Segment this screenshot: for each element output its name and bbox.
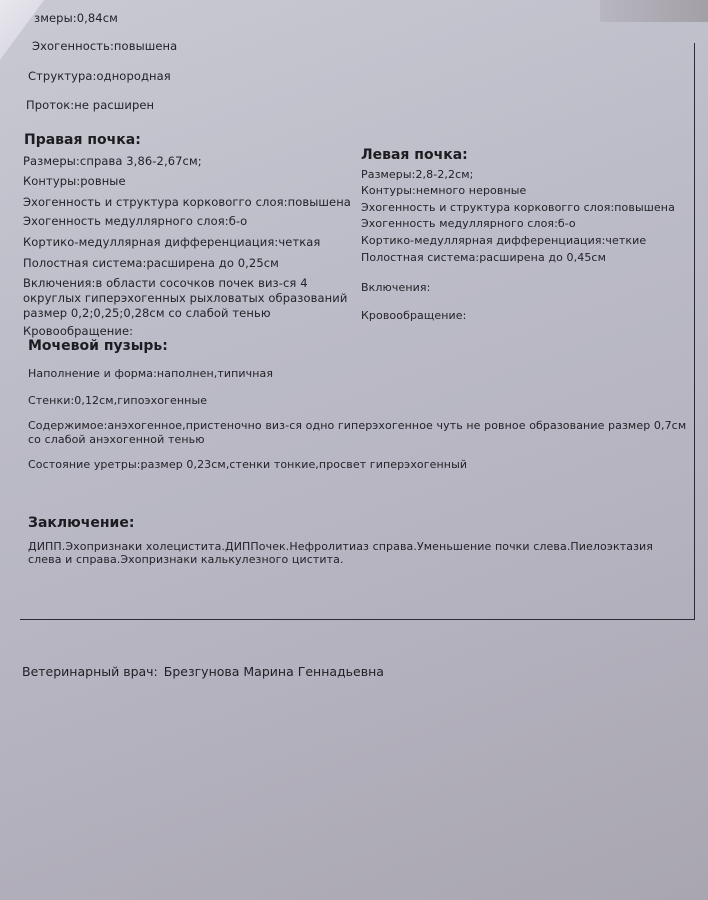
top-structure: Структура:однородная — [28, 69, 171, 83]
doctor-name: Брезгунова Марина Геннадьевна — [163, 664, 384, 679]
right-kidney-differentiation: Кортико-медуллярная дифференциация:четкая — [23, 235, 321, 249]
bladder-walls: Стенки:0,12см,гипоэхогенные — [28, 394, 208, 407]
conclusion-title: Заключение: — [28, 515, 135, 531]
left-kidney-blood: Кровообращение: — [361, 309, 467, 322]
left-kidney-cavity: Полостная система:расширена до 0,45см — [361, 251, 606, 264]
right-kidney-medulla: Эхогенность медуллярного слоя:б-о — [23, 214, 248, 228]
bladder-fill: Наполнение и форма:наполнен,типичная — [28, 367, 274, 380]
signature-line — [22, 664, 384, 679]
left-kidney-cortex: Эхогенность и структура корковогго слоя:повышена — [361, 201, 675, 214]
right-kidney-cavity: Полостная система:расширена до 0,25см — [23, 256, 279, 270]
top-size: змеры:0,84см — [34, 11, 118, 25]
conclusion-line-1: ДИПП.Эхопризнаки холецистита.ДИППочек.Нефролитиаз справа.Уменьшение почки слева.Пиелоэктазия — [28, 540, 654, 553]
right-kidney-inclusions-1: Включения:в области сосочков почек виз-ся 4 — [23, 276, 308, 290]
right-kidney-size: Размеры:справа 3,86-2,67см; — [23, 154, 202, 168]
top-duct: Проток:не расширен — [26, 98, 155, 112]
right-kidney-cortex: Эхогенность и структура корковогго слоя:повышена — [23, 195, 351, 209]
bladder-content-1: Содержимое:анэхогенное,пристеночно виз-ся одно гиперэхогенное чуть не ровное образование размер 0,7см — [28, 419, 687, 432]
bladder-content-2: со слабой анэхогенной тенью — [28, 433, 205, 446]
right-kidney-blood: Кровообращение: — [23, 324, 134, 338]
conclusion-line-2: слева и справа.Эхопризнаки калькулезного цистита. — [28, 553, 344, 566]
left-kidney-inclusions: Включения: — [361, 281, 431, 294]
bladder-urethra: Состояние уретры:размер 0,23см,стенки тонкие,просвет гиперэхогенный — [28, 458, 468, 471]
left-kidney-contours: Контуры:немного неровные — [361, 184, 527, 197]
background-strip — [600, 0, 708, 22]
signature-label: Ветеринарный врач: — [22, 664, 158, 679]
right-kidney-inclusions-3: размер 0,2;0,25;0,28см со слабой тенью — [23, 306, 271, 320]
left-kidney-medulla: Эхогенность медуллярного слоя:б-о — [361, 217, 576, 230]
left-kidney-size: Размеры:2,8-2,2см; — [361, 168, 474, 181]
right-kidney-contours: Контуры:ровные — [23, 174, 126, 188]
left-kidney-title: Левая почка: — [361, 147, 468, 163]
right-kidney-inclusions-2: округлых гиперэхогенных рыхловатых образований — [23, 291, 348, 305]
left-kidney-differentiation: Кортико-медуллярная дифференциация:четкие — [361, 234, 647, 247]
top-echogenicity: Эхогенность:повышена — [32, 39, 178, 53]
bladder-title: Мочевой пузырь: — [28, 338, 168, 354]
right-kidney-title: Правая почка: — [24, 132, 141, 148]
